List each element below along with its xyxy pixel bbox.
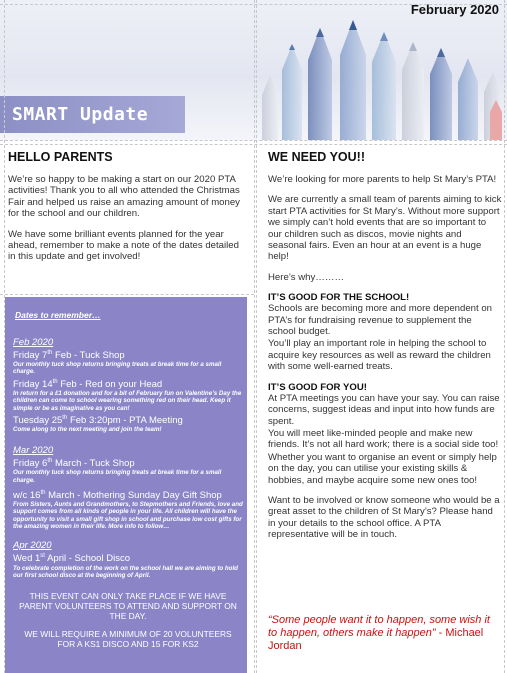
quote-author: - Michael Jordan: [268, 627, 484, 652]
layout-guide: [0, 144, 507, 145]
intro-paragraph: We are currently a small team of parents aiming to kick start PTA activities for St Mary’s. Without more support we simply can’t hold events that are so important to our children such as discos, movie nights and seasonal fairs. Even an hour at an event is a huge help!: [268, 194, 502, 263]
good-for-you-heading: IT’S GOOD FOR YOU!: [268, 381, 367, 393]
volunteer-notice: THIS EVENT CAN ONLY TAKE PLACE IF WE HAVE PARENT VOLUNTEERS TO ATTEND AND SUPPORT ON THE DAY.: [19, 591, 237, 622]
event-description: To celebrate completion of the work on the school hall we are aiming to hold our first school disco at the beginning of April.: [13, 564, 238, 579]
intro-paragraph: Here’s why………: [268, 271, 345, 283]
event-title: Friday 7th Feb - Tuck Shop: [13, 350, 125, 362]
good-for-school-heading: IT’S GOOD FOR THE SCHOOL!: [268, 292, 410, 304]
intro-paragraph: We’re looking for more parents to help St Mary’s PTA!: [268, 174, 497, 185]
month-heading: Feb 2020: [13, 337, 54, 348]
hello-parents-section: [8, 150, 248, 272]
we-need-you-section: [268, 150, 502, 550]
quote-text: “Some people want it to happen, some wish it to happen, others make it happen”: [268, 614, 490, 639]
event-description: Our monthly tuck shop returns bringing treats at break time for a small charge.: [13, 361, 222, 376]
newsletter-date: February 2020: [410, 2, 499, 17]
quote-block: [268, 614, 502, 653]
call-to-action: Want to be involved or know someone who would be a great asset to the children of St Mary’s? Please hand in your details to the school office. A PTA representative will be in touch.: [268, 494, 500, 541]
you-paragraph: At PTA meetings you can have your say. You can raise concerns, suggest ideas and input into how funds are spent.: [268, 392, 500, 427]
hello-paragraph: We have some brilliant events planned for the year ahead, remember to make a note of the dates detailed in this update and get involved!: [8, 228, 239, 263]
layout-guide: [504, 0, 505, 673]
layout-guide: [256, 0, 257, 673]
month-heading: Mar 2020: [13, 445, 54, 457]
event-title: Friday 14th Feb - Red on your Head: [13, 378, 163, 390]
dates-list: [13, 333, 243, 649]
newsletter-title: SMART Update: [12, 104, 149, 125]
event-title: Tuesday 25th Feb 3:20pm - PTA Meeting: [13, 414, 183, 426]
event-description: Come along to the next meeting and join the team!: [13, 425, 162, 433]
layout-guide: [254, 0, 255, 673]
event-title: Wed 1st April - School Disco: [13, 553, 130, 565]
volunteer-requirement: WE WILL REQUIRE A MINIMUM OF 20 VOLUNTEERS FOR A KS1 DISCO AND 15 FOR KS2: [24, 629, 232, 650]
event-description: In return for a £1 donation and for a bit of February fun on Valentine’s Day the children can come to school wearing something red on their head. Keep it simple or be as imaginative as you can!: [13, 389, 242, 412]
we-need-you-heading: WE NEED YOU!!: [268, 150, 365, 164]
layout-guide: [0, 294, 254, 295]
you-paragraph: You will meet like-minded people and make new friends. It’s not all hard work; there is a social side too!: [268, 427, 499, 451]
layout-guide: [0, 4, 507, 5]
hello-parents-heading: HELLO PARENTS: [8, 150, 113, 164]
event-title: Friday 6th March - Tuck Shop: [13, 458, 135, 470]
month-heading: Apr 2020: [13, 540, 52, 552]
school-paragraph: You’ll play an important role in helping the school to acquire key resources as well as reward the children with some well-earned treats.: [268, 338, 491, 373]
event-description: From Sisters, Aunts and Grandmothers, to Stepmothers and Friends, love and support comes from all kinds of people in your life. All children will have the opportunity to visit a small gift shop in school and purchase low cost gifts for the amazing women in their life. More info to follow…: [13, 501, 243, 531]
you-paragraph: Whether you want to organise an event or simply help on the day, you can utilise your existing skills & hobbies, and maybe acquire some new ones too!: [268, 451, 497, 486]
event-title: w/c 16th March - Mothering Sunday Day Gift Shop: [13, 490, 222, 502]
dates-title: Dates to remember…: [15, 310, 101, 320]
event-description: Our monthly tuck shop returns bringing treats at break time for a small charge.: [13, 469, 222, 484]
hello-paragraph: We’re so happy to be making a start on our 2020 PTA activities! Thank you to all who attended the Christmas Fair and helped us raise an amazing amount of money for the school and our children.: [8, 174, 240, 220]
layout-guide: [0, 140, 507, 141]
dates-to-remember-box: [5, 297, 247, 673]
school-paragraph: Schools are becoming more and more dependent on PTA’s for fundraising revenue to supplement the school budget.: [268, 303, 492, 338]
